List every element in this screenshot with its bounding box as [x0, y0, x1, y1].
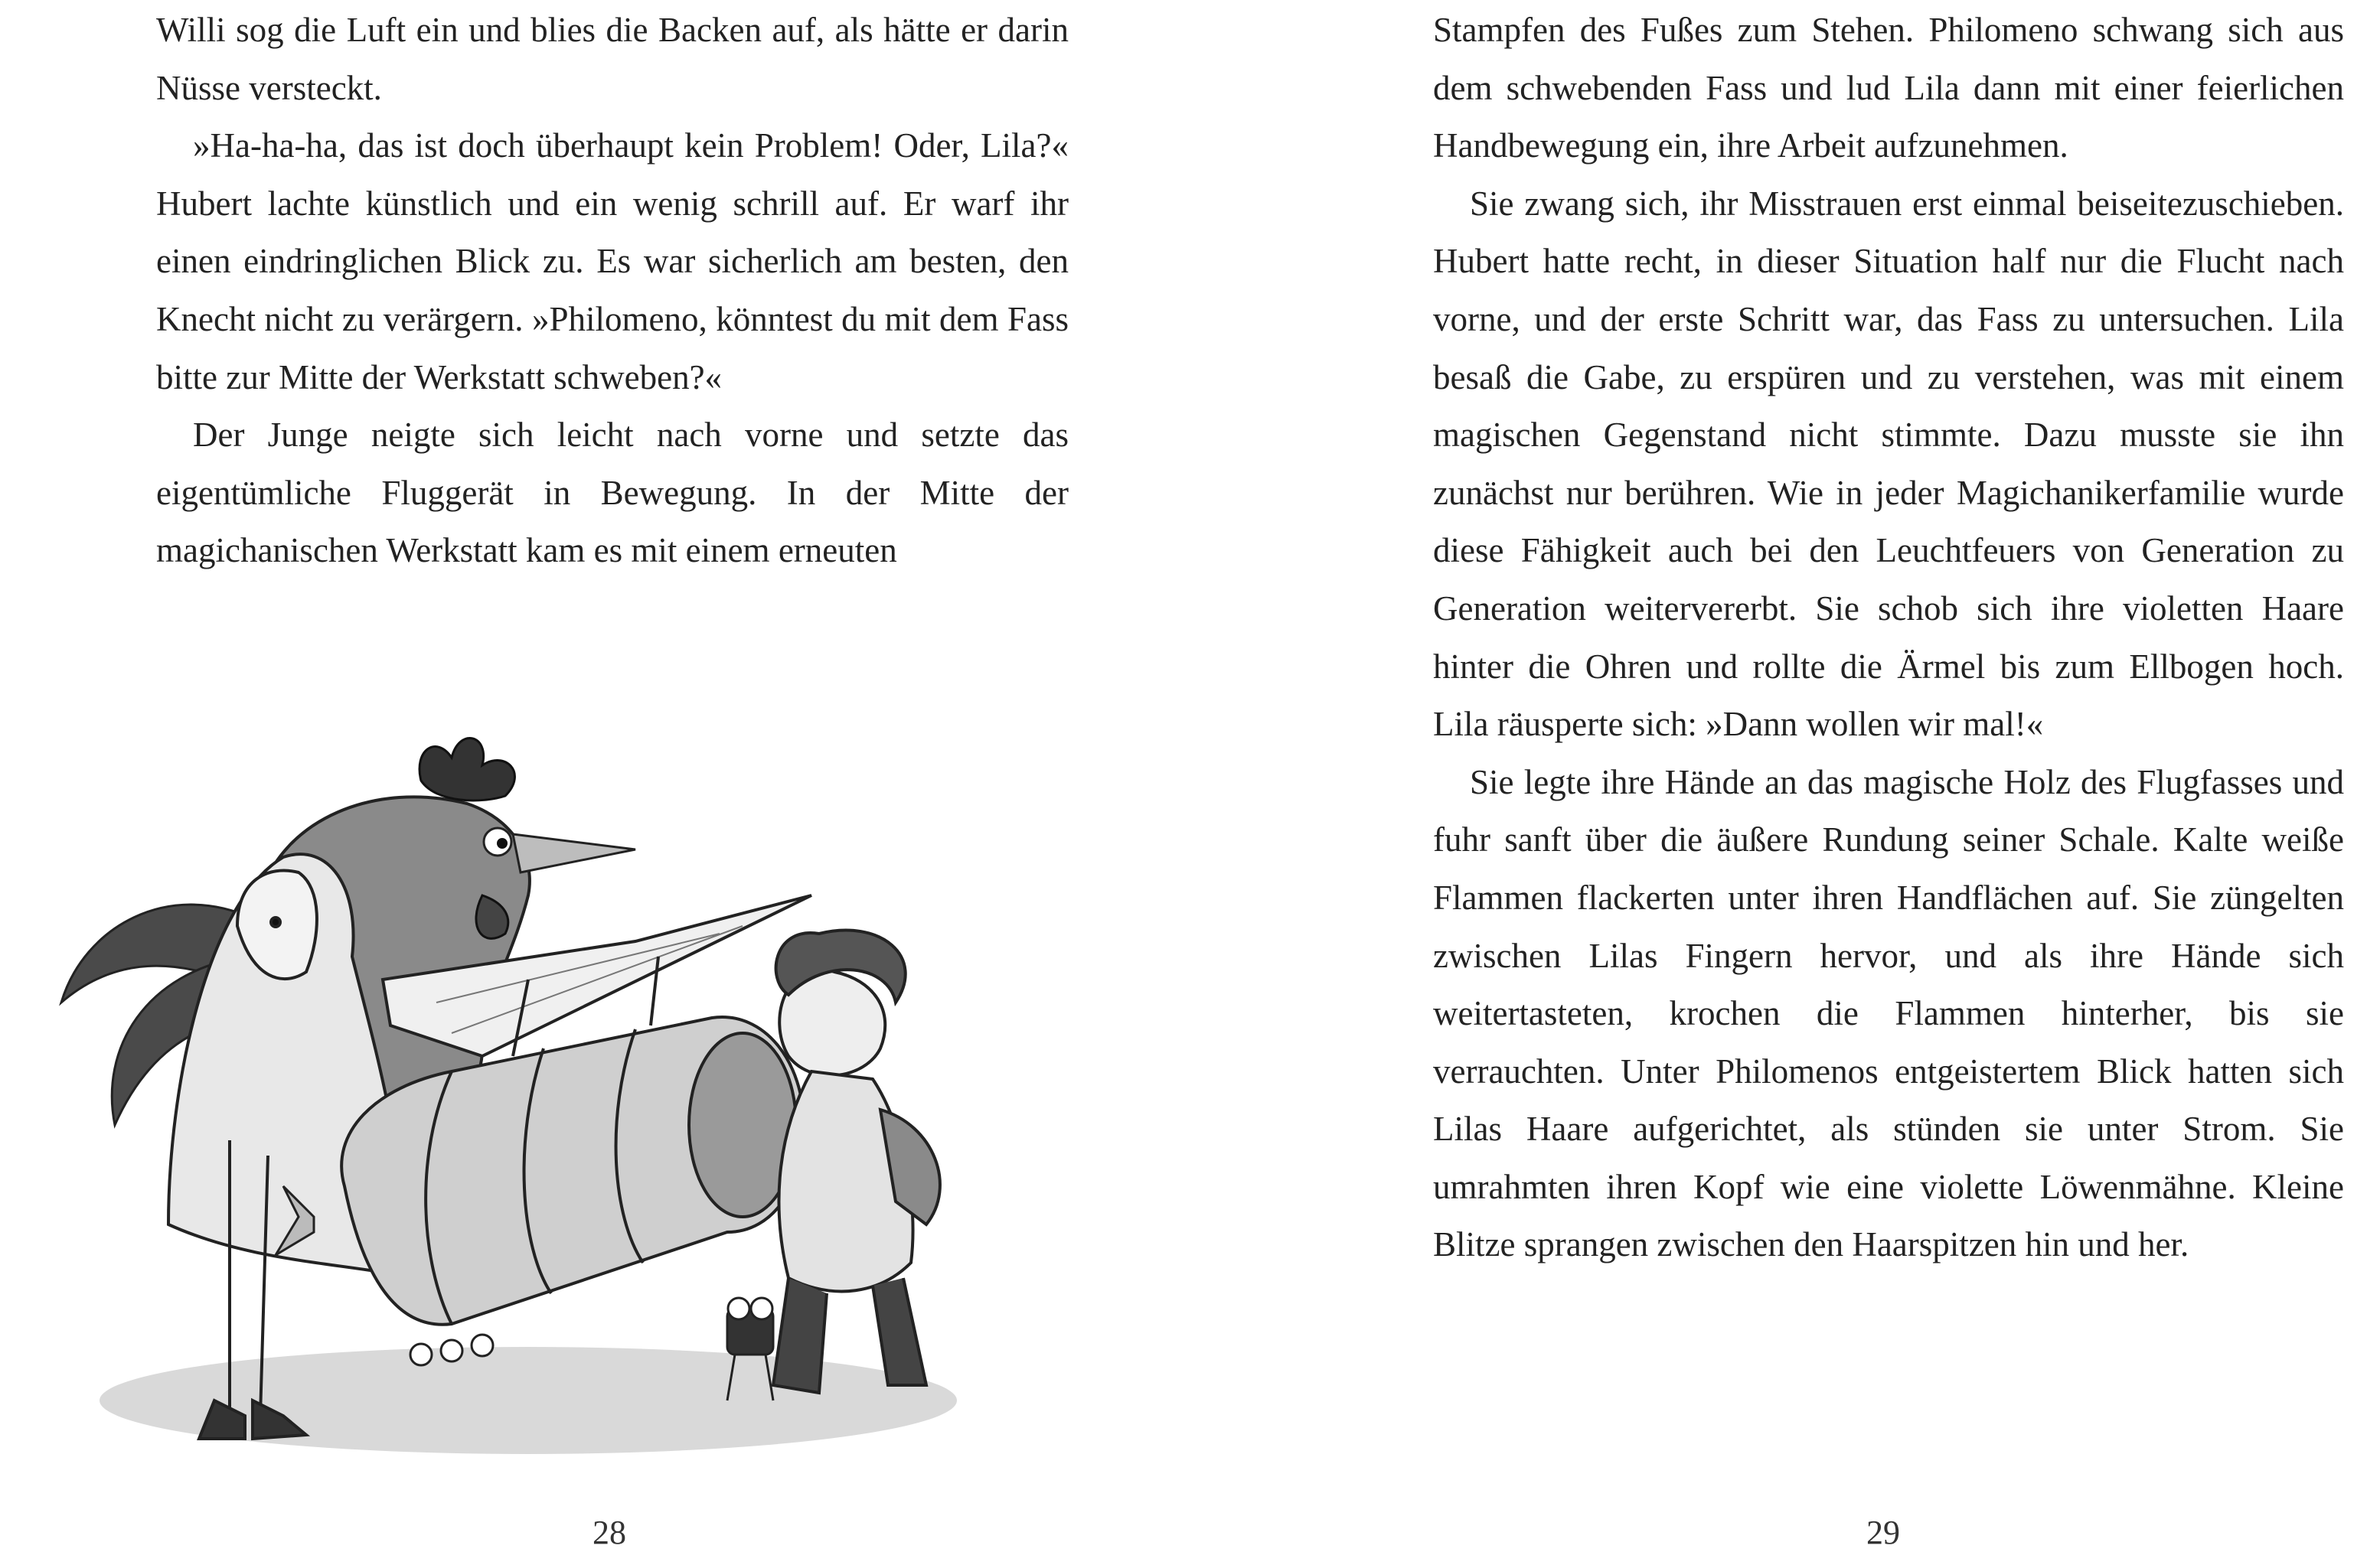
- paragraph: Der Junge neigte sich leicht nach vorne und setzte das eigentümliche Fluggerät in Bewegung. In der Mitte der magichanischen Werkstatt kam es mit einem erneuten: [156, 416, 1069, 570]
- rooster-comb: [420, 739, 514, 800]
- left-page-text: [156, 2, 1069, 580]
- paragraph: Sie legte ihre Hände an das magische Holz des Flugfasses und fuhr sanft über die äußere Rundung seiner Schale. Kalte weiße Flammen flackerten unter ihren Handflächen auf. Sie züngelten zwischen Lilas Fingern hervor, und als ihre Hände sich weitertasteten, krochen die Flammen hinterher, bis sie verrauchten. Unter Philomenos entgeistertem Blick hatten sich Lilas Haare aufgerichtet, als stünden sie unter Strom. Sie umrahmten ihren Kopf wie eine violette Löwenmähne. Kleine Blitze sprangen zwischen den Haarspitzen hin und her.: [1433, 762, 2344, 1264]
- rooster-pupil: [497, 838, 508, 849]
- girl-figure: [773, 931, 940, 1393]
- page-number: 28: [593, 1514, 626, 1551]
- paragraph: Sie zwang sich, ihr Misstrauen erst einmal beiseitezuschieben. Hubert hatte recht, in dieser Situation half nur die Flucht nach vorne, und der erste Schritt war, das Fass zu untersuchen. Lila besaß die Gabe, zu erspüren und zu verstehen, was mit einem magischen Gegenstand nicht stimmte. Dazu musste sie ihn zunächst nur berühren. Wie in jeder Magichanikerfamilie wurde diese Fähigkeit auch bei den Leuchtfeuers von Generation zu Generation weitervererbt. Sie schob sich ihre violetten Haare hinter die Ohren und rollte die Ärmel bis zum Ellbogen hoch. Lila räusperte sich: »Dann wollen wir mal!«: [1433, 184, 2344, 744]
- right-page: [1190, 0, 2380, 1550]
- page-number: 29: [1866, 1514, 1900, 1551]
- right-page-text: [1433, 2, 2344, 1274]
- illustration: [54, 727, 1072, 1462]
- paragraph: »Ha-ha-ha, das ist doch überhaupt kein Problem! Oder, Lila?« Hubert lachte künstlich und ein wenig schrill auf. Er warf ihr einen eindringlichen Blick zu. Es war sicherlich am besten, den Knecht nicht zu verärgern. »Philomeno, könntest du mit dem Fass bitte zur Mitte der Werkstatt schweben?«: [156, 126, 1069, 396]
- left-page: [0, 0, 1190, 1550]
- paragraph: Willi sog die Luft ein und blies die Backen auf, als hätte er darin Nüsse versteckt.: [156, 11, 1069, 107]
- paragraph: Stampfen des Fußes zum Stehen. Philomeno schwang sich aus dem schwebenden Fass und lud Lila dann mit einer feierlichen Handbewegung ein, ihre Arbeit aufzunehmen.: [1433, 11, 2344, 165]
- rooster-beak: [513, 834, 635, 872]
